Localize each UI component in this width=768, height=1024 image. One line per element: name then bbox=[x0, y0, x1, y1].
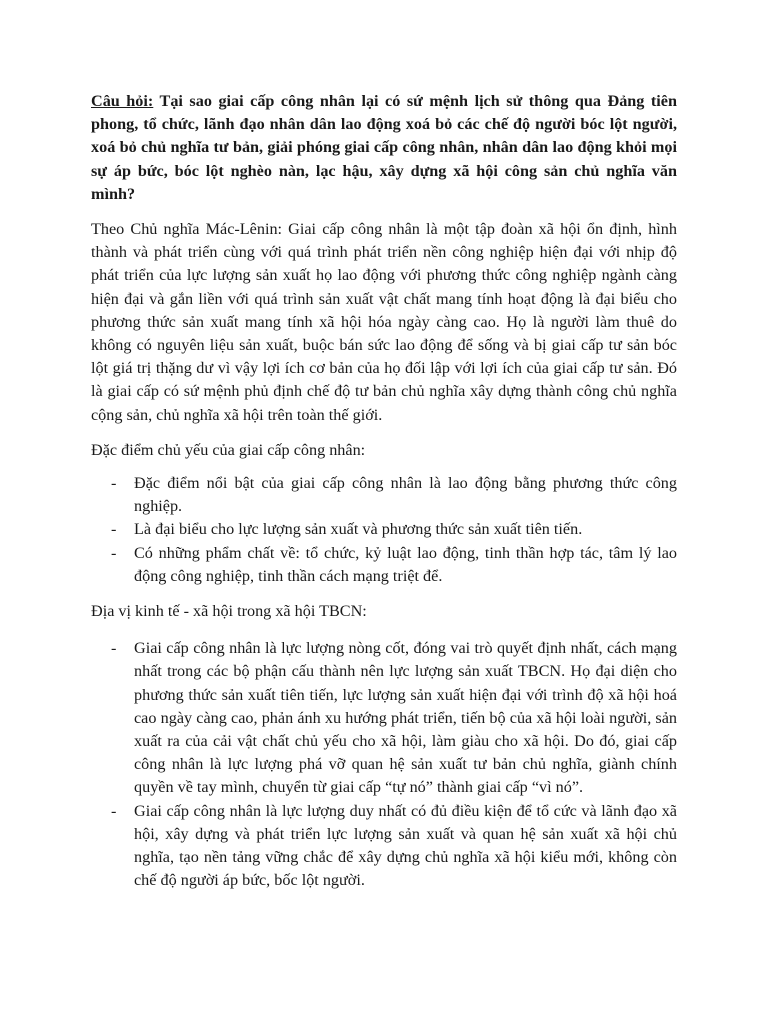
list-item bbox=[91, 518, 677, 541]
characteristics-list bbox=[91, 472, 677, 588]
question-paragraph bbox=[91, 90, 677, 206]
list-item bbox=[91, 542, 677, 588]
dash-bullet: - bbox=[111, 801, 117, 820]
list-item bbox=[91, 472, 677, 518]
dash-bullet: - bbox=[111, 520, 117, 539]
question-label: Câu hỏi: bbox=[91, 92, 154, 110]
question-text: Tại sao giai cấp công nhân lại có sứ mệnh lịch sử thông qua Đảng tiên phong, tổ chức, lãnh đạo nhân dân lao động xoá bỏ các chế độ người bóc lột người, xoá bỏ chủ nghĩa tư bản, giải phóng giai cấp công nhân, nhân dân lao động khỏi mọi sự áp bức, bóc lột nghèo nàn, lạc hậu, xây dựng xã hội công sản chủ nghĩa văn mình? bbox=[91, 92, 677, 203]
list-item-text: Là đại biểu cho lực lượng sản xuất và phương thức sản xuất tiên tiến. bbox=[134, 520, 583, 539]
list-item bbox=[91, 637, 677, 799]
list-item-text: Giai cấp công nhân là lực lượng duy nhất có đủ điều kiện để tổ cức và lãnh đạo xã hội, xây dựng và phát triển lực lượng sản xuất và quan hệ sản xuất xã hội chủ nghĩa, tạo nền tảng vững chắc để xây dựng chủ nghĩa xã hội kiểu mới, không còn chế độ người áp bức, bốc lột người. bbox=[134, 801, 677, 890]
intro-paragraph: Theo Chủ nghĩa Mác-Lênin: Giai cấp công nhân là một tập đoàn xã hội ổn định, hình thành và phát triển cùng với quá trình phát triển nền công nghiệp hiện đại với nhịp độ phát triển của lực lượng sản xuất họ lao động với phương thức công nghiệp ngành càng hiện đại và gắn liền với quá trình sản xuất vật chất mang tính hoạt động là đại biểu cho phương thức sản xuất mang tính xã hội hóa ngày càng cao. Họ là người làm thuê do không có nguyên liệu sản xuất, buộc bán sức lao động để sống và bị giai cấp tư sản bóc lột giá trị thặng dư vì vậy lợi ích cơ bản của họ đối lập với lợi ích của giai cấp tư sản. Đó là giai cấp có sứ mệnh phủ định chế độ tư bản chủ nghĩa xây dựng thành công chủ nghĩa cộng sản, chủ nghĩa xã hội trên toàn thế giới. bbox=[91, 220, 677, 424]
status-list bbox=[91, 637, 677, 892]
status-heading: Địa vị kinh tế - xã hội trong xã hội TBCN: bbox=[91, 602, 367, 621]
list-item-text: Có những phẩm chất về: tổ chức, kỷ luật lao động, tinh thần hợp tác, tâm lý lao động công nghiệp, tinh thần cách mạng triệt để. bbox=[134, 543, 677, 585]
characteristics-heading: Đặc điểm chủ yếu của giai cấp công nhân: bbox=[91, 440, 366, 459]
dash-bullet: - bbox=[111, 639, 117, 658]
list-item bbox=[91, 800, 677, 893]
dash-bullet: - bbox=[111, 474, 117, 493]
dash-bullet: - bbox=[111, 543, 117, 562]
document-page bbox=[91, 90, 677, 905]
list-item-text: Đặc điểm nổi bật của giai cấp công nhân là lao động bằng phương thức công nghiệp. bbox=[134, 474, 677, 516]
list-item-text: Giai cấp công nhân là lực lượng nòng cốt, đóng vai trò quyết định nhất, cách mạng nhất trong các bộ phận cấu thành nên lực lượng sản xuất TBCN. Họ đại diện cho phương thức sản xuất tiên tiến, lực lượng sản xuất hiện đại với trình độ xã hội hoá cao ngày càng cao, phản ánh xu hướng phát triển, tiến bộ của xã hội loài người, sản xuất ra của cải vật chất chủ yếu cho xã hội, làm giàu cho xã hội. Do đó, giai cấp công nhân là lực lượng phá vỡ quan hệ sản xuất tư bản chủ nghĩa, giành chính quyền về tay mình, chuyển từ giai cấp “tự nó” thành giai cấp “vì nó”. bbox=[134, 639, 677, 797]
